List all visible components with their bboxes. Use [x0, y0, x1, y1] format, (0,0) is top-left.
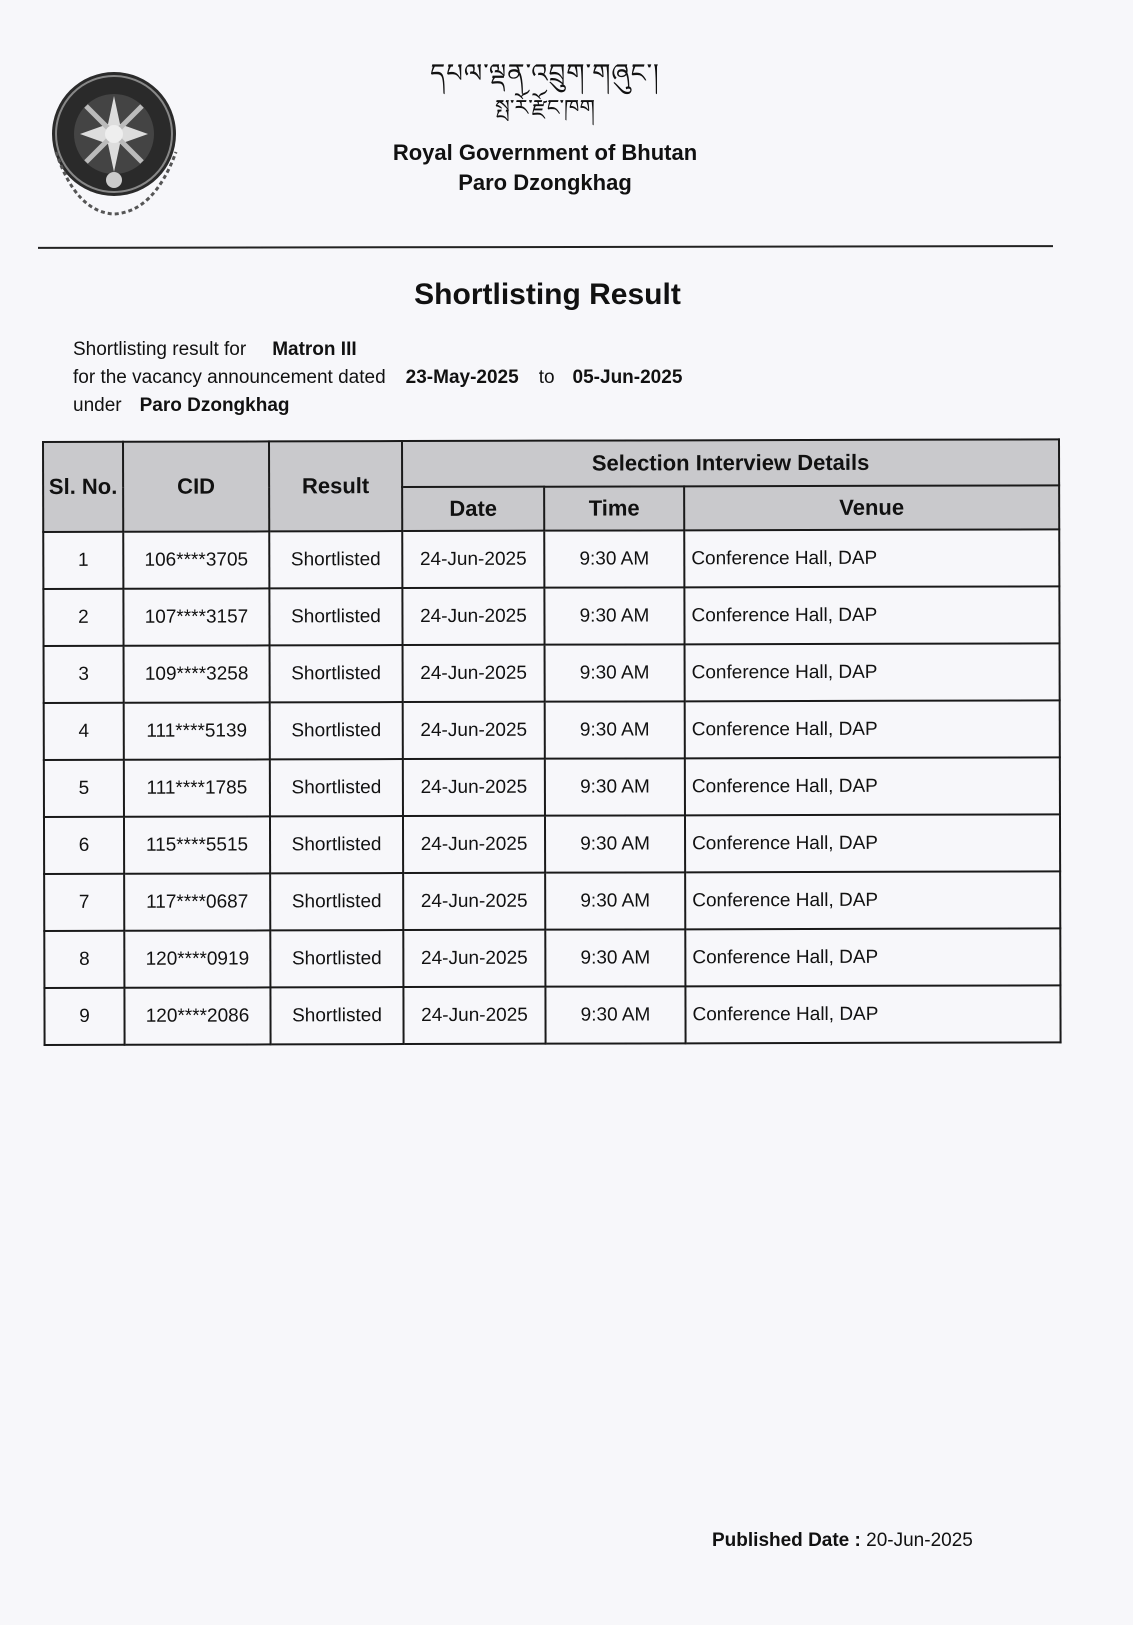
cell-result: Shortlisted — [269, 588, 402, 645]
cell-time: 9:30 AM — [544, 530, 684, 587]
cell-time: 9:30 AM — [545, 872, 685, 929]
table-row — [44, 928, 1060, 988]
cell-date: 24-Jun-2025 — [402, 531, 544, 588]
header-cid: CID — [123, 441, 269, 531]
cell-sl: 6 — [44, 817, 124, 874]
cell-result: Shortlisted — [270, 645, 403, 702]
cell-cid: 117****0687 — [124, 873, 270, 930]
cell-time: 9:30 AM — [545, 701, 685, 758]
cell-cid: 106****3705 — [123, 531, 269, 588]
cell-time: 9:30 AM — [545, 929, 685, 986]
table-row — [44, 757, 1060, 817]
letterhead — [330, 58, 760, 198]
intro-label-vacancy-dated: for the vacancy announcement dated — [73, 367, 386, 388]
cell-date: 24-Jun-2025 — [403, 759, 545, 816]
cell-venue: Conference Hall, DAP — [685, 985, 1060, 1043]
agency-name: Paro Dzongkhag — [139, 395, 290, 416]
table-row — [44, 700, 1060, 760]
cell-date: 24-Jun-2025 — [403, 816, 545, 873]
header-sl-no: Sl. No. — [43, 442, 123, 532]
cell-sl: 1 — [43, 532, 123, 589]
header-venue: Venue — [684, 485, 1059, 530]
cell-time: 9:30 AM — [545, 644, 685, 701]
cell-cid: 109****3258 — [124, 645, 270, 702]
table-row — [44, 643, 1060, 703]
cell-cid: 111****1785 — [124, 759, 270, 816]
cell-cid: 120****2086 — [124, 987, 270, 1044]
header-date: Date — [402, 487, 544, 531]
cell-time: 9:30 AM — [545, 986, 685, 1043]
government-name: Royal Government of Bhutan — [392, 140, 698, 165]
header-divider — [38, 245, 1053, 249]
dzongkhag-name: Paro Dzongkhag — [458, 170, 632, 195]
published-date — [712, 1530, 973, 1552]
cell-venue: Conference Hall, DAP — [685, 928, 1060, 986]
shortlist-table — [42, 438, 1062, 1046]
cell-venue: Conference Hall, DAP — [684, 529, 1059, 587]
cell-time: 9:30 AM — [544, 587, 684, 644]
intro-label-under: under — [73, 395, 122, 416]
cell-result: Shortlisted — [270, 987, 403, 1044]
cell-venue: Conference Hall, DAP — [685, 871, 1060, 929]
cell-sl: 3 — [44, 646, 124, 703]
cell-venue: Conference Hall, DAP — [685, 814, 1060, 872]
table-row — [44, 985, 1060, 1045]
cell-date: 24-Jun-2025 — [403, 873, 545, 930]
cell-result: Shortlisted — [270, 759, 403, 816]
cell-cid: 120****0919 — [124, 930, 270, 987]
cell-cid: 115****5515 — [124, 816, 270, 873]
dzongkha-government-name: དཔལ་ལྡན་འབྲུག་གཞུང་། — [430, 59, 660, 89]
shortlisting-intro — [73, 336, 682, 420]
intro-label-to: to — [538, 367, 555, 388]
published-date-label: Published Date : — [712, 1530, 861, 1551]
header-selection-interview-details: Selection Interview Details — [402, 439, 1059, 487]
cell-result: Shortlisted — [270, 816, 403, 873]
cell-result: Shortlisted — [270, 873, 403, 930]
cell-venue: Conference Hall, DAP — [685, 700, 1060, 758]
cell-date: 24-Jun-2025 — [403, 702, 545, 759]
cell-time: 9:30 AM — [545, 815, 685, 872]
cell-sl: 8 — [44, 931, 124, 988]
intro-label-result-for: Shortlisting result for — [73, 339, 247, 360]
cell-sl: 7 — [44, 874, 124, 931]
dzongkha-dzongkhag-name: སྤ་རོ་རྫོང་ཁག — [495, 96, 595, 121]
cell-venue: Conference Hall, DAP — [684, 586, 1059, 644]
cell-result: Shortlisted — [269, 531, 402, 588]
national-emblem-icon — [36, 62, 196, 222]
cell-time: 9:30 AM — [545, 758, 685, 815]
published-date-value: 20-Jun-2025 — [866, 1530, 973, 1551]
header-result: Result — [269, 441, 402, 531]
cell-sl: 4 — [44, 703, 124, 760]
table-row — [44, 871, 1060, 931]
cell-sl: 2 — [43, 589, 123, 646]
table-row — [43, 529, 1059, 589]
page-title: Shortlisting Result — [414, 278, 681, 311]
cell-result: Shortlisted — [270, 702, 403, 759]
cell-venue: Conference Hall, DAP — [685, 643, 1060, 701]
announcement-end-date: 05-Jun-2025 — [572, 367, 683, 388]
cell-cid: 111****5139 — [124, 702, 270, 759]
cell-date: 24-Jun-2025 — [403, 987, 545, 1044]
header-time: Time — [544, 486, 684, 530]
cell-result: Shortlisted — [270, 930, 403, 987]
cell-venue: Conference Hall, DAP — [685, 757, 1060, 815]
position-title: Matron III — [272, 339, 357, 360]
cell-cid: 107****3157 — [123, 588, 269, 645]
cell-sl: 9 — [44, 988, 124, 1045]
announcement-start-date: 23-May-2025 — [405, 367, 519, 388]
cell-date: 24-Jun-2025 — [403, 930, 545, 987]
table-row — [44, 814, 1060, 874]
cell-date: 24-Jun-2025 — [403, 645, 545, 702]
cell-date: 24-Jun-2025 — [402, 588, 544, 645]
table-row — [43, 586, 1059, 646]
cell-sl: 5 — [44, 760, 124, 817]
